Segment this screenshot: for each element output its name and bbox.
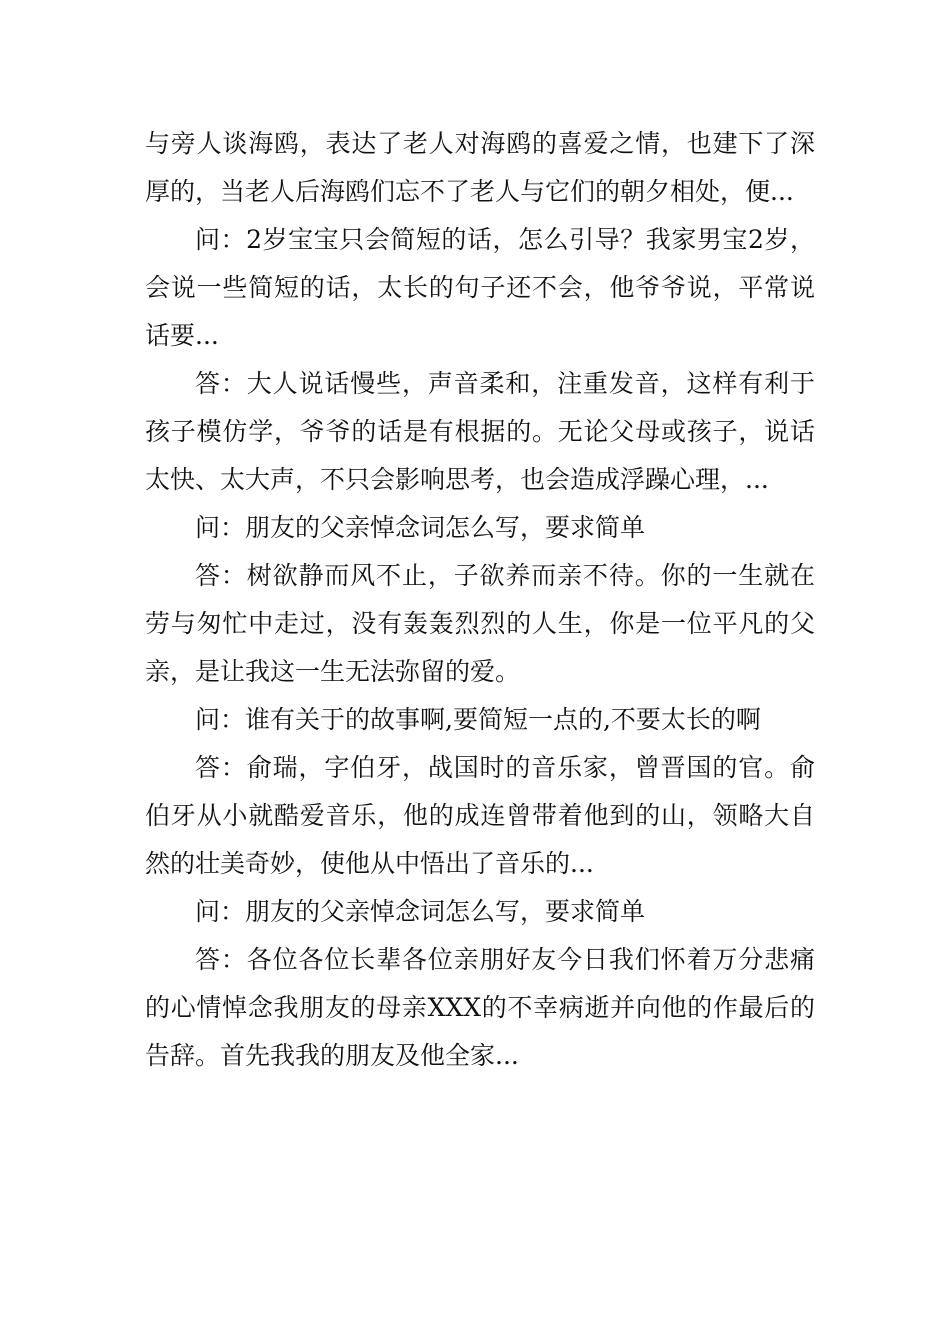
answer-paragraph: 答：树欲静而风不止，子欲养而亲不待。你的一生就在劳与匆忙中走过，没有轰轰烈烈的人生，你是一位平凡的父亲，是让我这一生无法弥留的爱。 (145, 561, 815, 686)
question-paragraph: 问：谁有关于的故事啊,要简短一点的,不要太长的啊 (195, 705, 761, 734)
question-paragraph: 问：朋友的父亲悼念词怎么写，要求简单 (195, 897, 646, 926)
answer-paragraph: 答：各位各位长辈各位亲朋好友今日我们怀着万分悲痛的心情悼念我朋友的母亲XXX的不幸病逝并向他的作最后的告辞。首先我我的朋友及他全家... (145, 945, 815, 1070)
question-paragraph: 问：朋友的父亲悼念词怎么写，要求简单 (195, 513, 646, 542)
answer-paragraph: 答：俞瑞，字伯牙，战国时的音乐家，曾晋国的官。俞伯牙从小就酷爱音乐，他的成连曾带着他到的山，领略大自然的壮美奇妙，使他从中悟出了音乐的... (145, 753, 815, 878)
document-body (145, 120, 815, 1080)
question-paragraph: 问：2岁宝宝只会简短的话，怎么引导？我家男宝2岁，会说一些简短的话，太长的句子还不会，他爷爷说，平常说话要... (145, 225, 815, 350)
paragraph-continuation: 与旁人谈海鸥，表达了老人对海鸥的喜爱之情，也建下了深厚的，当老人后海鸥们忘不了老人与它们的朝夕相处，便... (145, 129, 815, 206)
answer-paragraph: 答：大人说话慢些，声音柔和，注重发音，这样有利于孩子模仿学，爷爷的话是有根据的。无论父母或孩子，说话太快、太大声，不只会影响思考，也会造成浮躁心理，... (145, 369, 815, 494)
